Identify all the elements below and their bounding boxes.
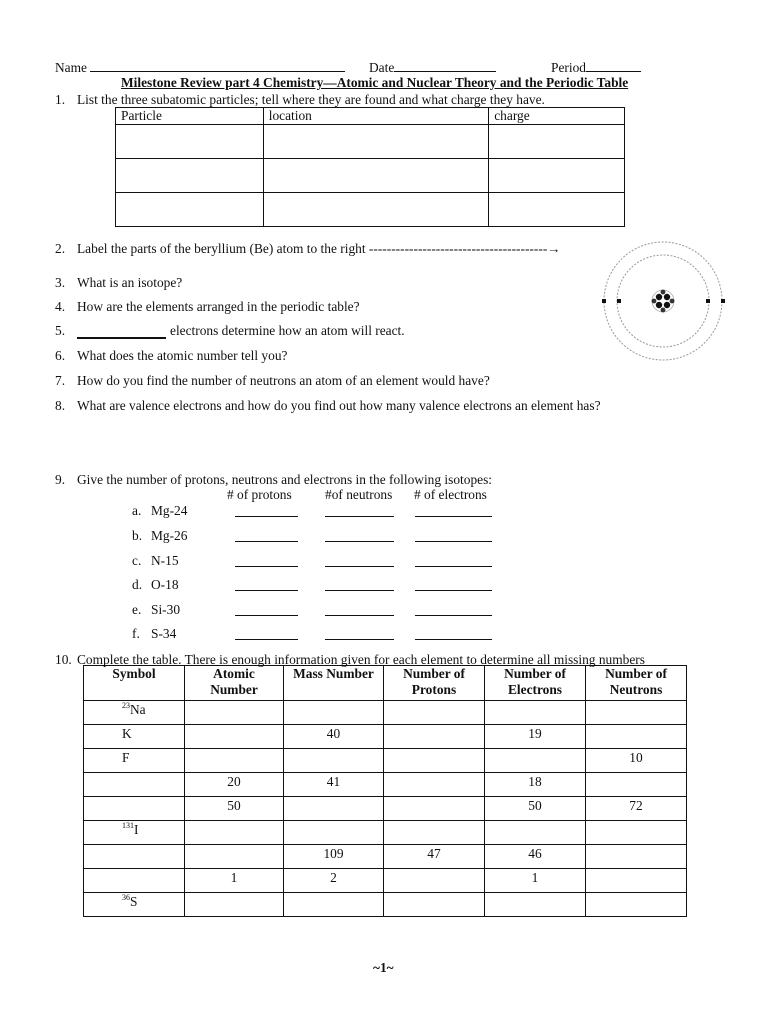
item-letter: e. — [132, 602, 142, 617]
neutrons-col-header: #of neutrons — [325, 487, 393, 502]
name-label: Name — [55, 60, 87, 75]
atomic-number-cell[interactable]: 50 — [185, 797, 284, 821]
answer-cell[interactable] — [489, 193, 625, 227]
atomic-number-cell[interactable]: 1 — [185, 869, 284, 893]
protons-cell[interactable]: 47 — [384, 845, 485, 869]
answer-cell[interactable] — [116, 159, 264, 193]
symbol-cell[interactable] — [84, 893, 185, 917]
electrons-cell[interactable] — [485, 749, 586, 773]
period-blank[interactable] — [586, 59, 641, 72]
table-row — [116, 125, 625, 159]
mass-number-cell[interactable] — [284, 701, 384, 725]
q9-number: 9. — [55, 472, 66, 487]
protons-cell[interactable] — [384, 869, 485, 893]
protons-col-header: Number of Protons — [384, 666, 485, 701]
q10-number: 10. — [55, 652, 72, 667]
neutrons-cell[interactable] — [586, 773, 687, 797]
isotope-name: O-18 — [151, 577, 179, 592]
electron — [721, 299, 725, 303]
table-row — [84, 845, 687, 869]
atomic-number-cell[interactable] — [185, 893, 284, 917]
mass-number-cell[interactable]: 40 — [284, 725, 384, 749]
name-field[interactable] — [55, 59, 345, 76]
protons-blank[interactable] — [235, 626, 298, 640]
table-row — [84, 797, 687, 821]
symbol-col-header: Symbol — [84, 666, 185, 701]
protons-blank[interactable] — [235, 528, 298, 542]
table-header-row — [84, 666, 687, 701]
q6-number: 6. — [55, 348, 66, 363]
table-row — [84, 725, 687, 749]
neutrons-cell[interactable] — [586, 845, 687, 869]
page-number: ~1~ — [373, 960, 394, 975]
table-row — [116, 159, 625, 193]
symbol-text: Na — [130, 702, 146, 717]
electrons-cell[interactable] — [485, 893, 586, 917]
atomic-number-cell[interactable] — [185, 749, 284, 773]
atomic-number-cell[interactable]: 20 — [185, 773, 284, 797]
name-blank[interactable] — [90, 59, 345, 72]
mass-number-cell[interactable] — [284, 749, 384, 773]
isotope-name: Mg-26 — [151, 528, 188, 543]
atomic-number-cell[interactable] — [185, 821, 284, 845]
particle-table — [115, 107, 625, 227]
symbol-cell[interactable] — [84, 845, 185, 869]
date-label: Date — [369, 60, 395, 75]
item-letter: c. — [132, 553, 142, 568]
charge-col-header: charge — [489, 108, 625, 125]
electrons-blank[interactable] — [415, 577, 492, 591]
symbol-text: I — [134, 822, 139, 837]
electrons-cell[interactable] — [485, 821, 586, 845]
neutrons-blank[interactable] — [325, 626, 394, 640]
mass-number-col-header: Mass Number — [284, 666, 384, 701]
mass-superscript: 23 — [122, 701, 130, 710]
symbol-text: F — [122, 750, 130, 765]
electrons-cell[interactable]: 46 — [485, 845, 586, 869]
protons-blank[interactable] — [235, 577, 298, 591]
particle-col-header: Particle — [116, 108, 264, 125]
answer-cell[interactable] — [263, 159, 489, 193]
item-letter: b. — [132, 528, 143, 543]
item-letter: f. — [132, 626, 140, 641]
electrons-blank[interactable] — [415, 553, 492, 567]
q3-text: What is an isotope? — [77, 275, 183, 290]
answer-cell[interactable] — [489, 159, 625, 193]
neutrons-blank[interactable] — [325, 553, 394, 567]
table-row — [84, 869, 687, 893]
electrons-cell[interactable] — [485, 701, 586, 725]
protons-cell[interactable] — [384, 893, 485, 917]
page-title: Milestone Review part 4 Chemistry—Atomic and Nuclear Theory and the Periodic Table — [121, 75, 629, 90]
mass-superscript: 131 — [122, 821, 134, 830]
q10-text: Complete the table. There is enough information given for each element to determine all missing numbers — [77, 652, 645, 667]
protons-blank[interactable] — [235, 602, 298, 616]
table-row — [84, 749, 687, 773]
symbol-cell[interactable] — [84, 749, 185, 773]
neutrons-cell[interactable]: 72 — [586, 797, 687, 821]
mass-number-cell[interactable]: 2 — [284, 869, 384, 893]
electrons-blank[interactable] — [415, 602, 492, 616]
electrons-blank[interactable] — [415, 503, 492, 517]
neutrons-cell[interactable] — [586, 701, 687, 725]
q4-number: 4. — [55, 299, 66, 314]
mass-number-cell[interactable] — [284, 821, 384, 845]
q4-text: How are the elements arranged in the periodic table? — [77, 299, 360, 314]
neutrons-blank[interactable] — [325, 503, 394, 517]
electrons-col-header: Number of Electrons — [485, 666, 586, 701]
q8-text: What are valence electrons and how do you find out how many valence electrons an element has? — [77, 398, 601, 413]
item-letter: a. — [132, 503, 142, 518]
q6-text: What does the atomic number tell you? — [77, 348, 288, 363]
neutrons-blank[interactable] — [325, 528, 394, 542]
q3-number: 3. — [55, 275, 66, 290]
protons-cell[interactable] — [384, 773, 485, 797]
protons-cell[interactable] — [384, 749, 485, 773]
mass-number-cell[interactable] — [284, 893, 384, 917]
answer-cell[interactable] — [263, 193, 489, 227]
inner-electron-shell — [617, 255, 709, 347]
protons-blank[interactable] — [235, 553, 298, 567]
date-blank[interactable] — [394, 59, 496, 72]
answer-cell[interactable] — [263, 125, 489, 159]
symbol-text: S — [130, 894, 138, 909]
neutrons-blank[interactable] — [325, 602, 394, 616]
q9-text: Give the number of protons, neutrons and electrons in the following isotopes: — [77, 472, 493, 487]
protons-cell[interactable] — [384, 821, 485, 845]
period-field[interactable] — [551, 59, 641, 76]
q7-number: 7. — [55, 373, 66, 388]
symbol-cell[interactable] — [84, 797, 185, 821]
table-row — [84, 821, 687, 845]
date-field[interactable] — [369, 59, 496, 76]
symbol-cell[interactable] — [84, 869, 185, 893]
atomic-number-cell[interactable] — [185, 725, 284, 749]
q1-text: List the three subatomic particles; tell where they are found and what charge they have. — [77, 92, 545, 107]
atomic-number-col-header: Atomic Number — [185, 666, 284, 701]
electrons-blank[interactable] — [415, 528, 492, 542]
symbol-cell[interactable] — [84, 821, 185, 845]
answer-cell[interactable] — [116, 193, 264, 227]
nucleus — [652, 290, 675, 313]
electron — [706, 299, 710, 303]
mass-number-cell[interactable] — [284, 797, 384, 821]
electron — [617, 299, 621, 303]
protons-blank[interactable] — [235, 503, 298, 517]
outer-electron-shell — [604, 242, 722, 360]
electrons-cell[interactable]: 1 — [485, 869, 586, 893]
neutrons-blank[interactable] — [325, 577, 394, 591]
protons-cell[interactable] — [384, 797, 485, 821]
symbol-text: K — [122, 726, 132, 741]
protons-cell[interactable] — [384, 701, 485, 725]
table-row — [84, 893, 687, 917]
period-label: Period — [551, 60, 586, 75]
neutrons-cell[interactable] — [586, 821, 687, 845]
neutrons-cell[interactable] — [586, 893, 687, 917]
q2-number: 2. — [55, 241, 66, 256]
mass-superscript: 36 — [122, 893, 130, 902]
neutrons-col-header: Number of Neutrons — [586, 666, 687, 701]
neutrons-cell[interactable]: 10 — [586, 749, 687, 773]
table-row — [84, 701, 687, 725]
mass-number-cell[interactable]: 109 — [284, 845, 384, 869]
atomic-number-cell[interactable] — [185, 701, 284, 725]
q7-text: How do you find the number of neutrons an atom of an element would have? — [77, 373, 490, 388]
protons-col-header: # of protons — [227, 487, 292, 502]
electrons-cell[interactable]: 50 — [485, 797, 586, 821]
mass-number-cell[interactable]: 41 — [284, 773, 384, 797]
answer-cell[interactable] — [116, 125, 264, 159]
electrons-cell[interactable]: 19 — [485, 725, 586, 749]
neutrons-cell[interactable] — [586, 725, 687, 749]
q5-blank[interactable] — [77, 323, 166, 339]
isotope-name: N-15 — [151, 553, 179, 568]
symbol-cell[interactable] — [84, 725, 185, 749]
symbol-cell[interactable] — [84, 773, 185, 797]
answer-cell[interactable] — [489, 125, 625, 159]
isotope-name: Mg-24 — [151, 503, 188, 518]
table-row — [116, 193, 625, 227]
element-table — [83, 665, 687, 917]
q2-text: Label the parts of the beryllium (Be) atom to the right ----------------------------------------→ — [77, 241, 561, 256]
table-row — [84, 773, 687, 797]
protons-cell[interactable] — [384, 725, 485, 749]
q5-text: electrons determine how an atom will react. — [170, 323, 405, 338]
item-letter: d. — [132, 577, 143, 592]
q1-number: 1. — [55, 92, 66, 107]
electrons-blank[interactable] — [415, 626, 492, 640]
atomic-number-cell[interactable] — [185, 845, 284, 869]
electrons-col-header: # of electrons — [414, 487, 487, 502]
q8-number: 8. — [55, 398, 66, 413]
location-col-header: location — [263, 108, 489, 125]
beryllium-atom-diagram — [600, 240, 730, 365]
isotope-name: S-34 — [151, 626, 177, 641]
symbol-cell[interactable] — [84, 701, 185, 725]
q5-number: 5. — [55, 323, 66, 338]
electrons-cell[interactable]: 18 — [485, 773, 586, 797]
electron — [602, 299, 606, 303]
neutrons-cell[interactable] — [586, 869, 687, 893]
isotope-name: Si-30 — [151, 602, 181, 617]
